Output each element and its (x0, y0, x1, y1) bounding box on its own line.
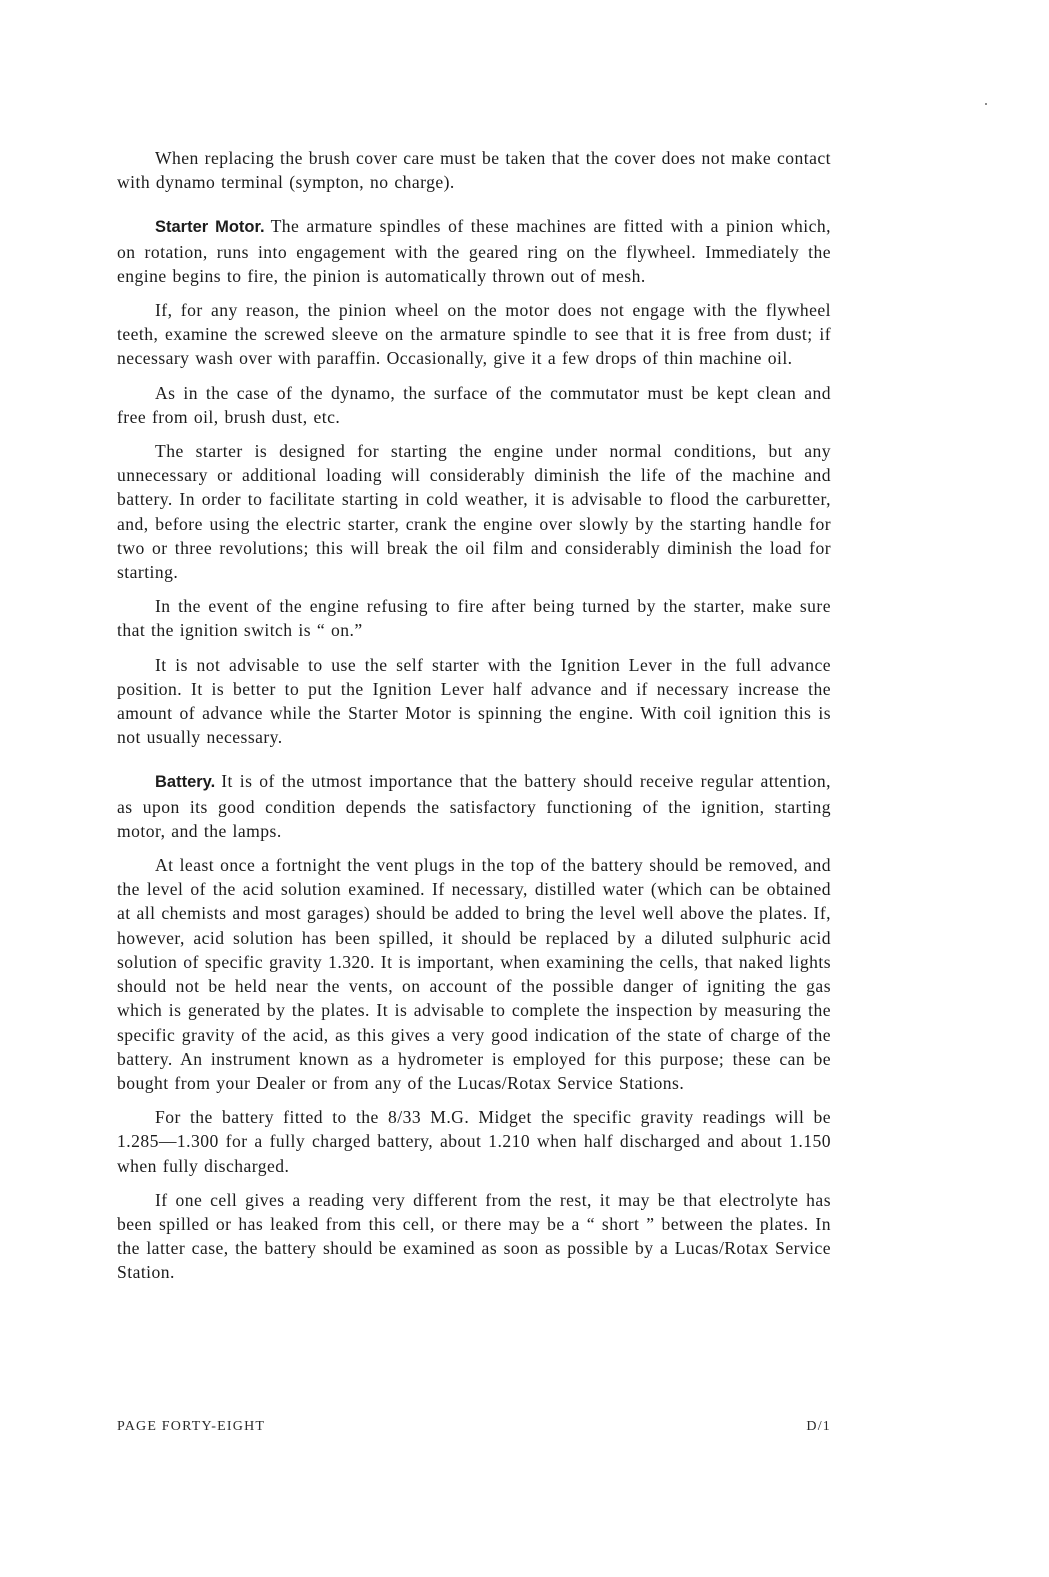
page-number-label: PAGE FORTY-EIGHT (117, 1419, 266, 1434)
page-body (117, 146, 831, 1285)
paragraph-specific-gravity: For the battery fitted to the 8/33 M.G. Midget the specific gravity readings will be 1.285—1.300 for a fully charged battery, about 1.210 when half discharged and about 1.150 when fully discharged. (117, 1107, 831, 1176)
section-code: D/1 (806, 1419, 831, 1434)
scan-speck (985, 103, 987, 105)
paragraph-pinion-wheel: If, for any reason, the pinion wheel on the motor does not engage with the flywheel teeth, examine the screwed sleeve on the armature spindle to see that it is free from dust; if necessary wash over with paraffin. Occasionally, give it a few drops of thin machine oil. (117, 300, 831, 369)
paragraph-battery (117, 769, 831, 843)
paragraph-starter-design: The starter is designed for starting the engine under normal conditions, but any unnecessary or additional loading will considerably diminish the life of the machine and battery. In order to facilitate starting in cold weather, it is advisable to flood the carburetter, and, before using the electric starter, crank the engine over slowly by the starting handle for two or three revolutions; this will break the oil film and considerably diminish the load for starting. (117, 441, 831, 583)
paragraph-brush-cover: When replacing the brush cover care must be taken that the cover does not make contact with dynamo terminal (sympton, no charge). (117, 148, 831, 193)
section-heading-starter-motor: Starter Motor. (155, 218, 265, 237)
paragraph-ignition-lever: It is not advisable to use the self starter with the Ignition Lever in the full advance position. It is better to put the Ignition Lever half advance and if necessary increase the amount of advance while the Starter Motor is spinning the engine. With coil ignition this is not usually necessary. (117, 654, 831, 748)
paragraph-starter-motor-text: The armature spindles of these machines are fitted with a pinion which, on rotation, runs into engagement with the geared ring on the flywheel. Immediately the engine begins to fire, the pinion is automatically thrown out of mesh. (117, 216, 831, 286)
paragraph-vent-plugs: At least once a fortnight the vent plugs in the top of the battery should be removed, and the level of the acid solution examined. If necessary, distilled water (which can be obtained at all chemists and most garages) should be added to bring the level well above the plates. If, however, acid solution has been spilled, it should be replaced by a diluted sulphuric acid solution of specific gravity 1.320. It is important, when examining the cells, that naked lights should not be held near the vents, on account of the possible danger of igniting the gas which is generated by the plates. It is advisable to complete the inspection by measuring the specific gravity of the acid, as this gives a very good indication of the state of charge of the battery. An instrument known as a hydrometer is employed for this purpose; these can be bought from your Dealer or from any of the Lucas/Rotax Service Stations. (117, 855, 831, 1093)
paragraph-starter-motor (117, 214, 831, 288)
section-heading-battery: Battery. (155, 773, 216, 792)
paragraph-ignition-switch: In the event of the engine refusing to fire after being turned by the starter, make sure that the ignition switch is “ on.” (117, 596, 831, 641)
paragraph-cell-reading: If one cell gives a reading very different from the rest, it may be that electrolyte has been spilled or has leaked from this cell, or there may be a “ short ” between the plates. In the latter case, the battery should be examined as soon as possible by a Lucas/Rotax Service Station. (117, 1189, 831, 1283)
page-footer (117, 1419, 831, 1435)
paragraph-battery-text: It is of the utmost importance that the battery should receive regular attention, as upon its good condition depends the satisfactory functioning of the ignition, starting motor, and the lamps. (117, 771, 831, 841)
paragraph-commutator: As in the case of the dynamo, the surface of the commutator must be kept clean and free from oil, brush dust, etc. (117, 382, 831, 427)
